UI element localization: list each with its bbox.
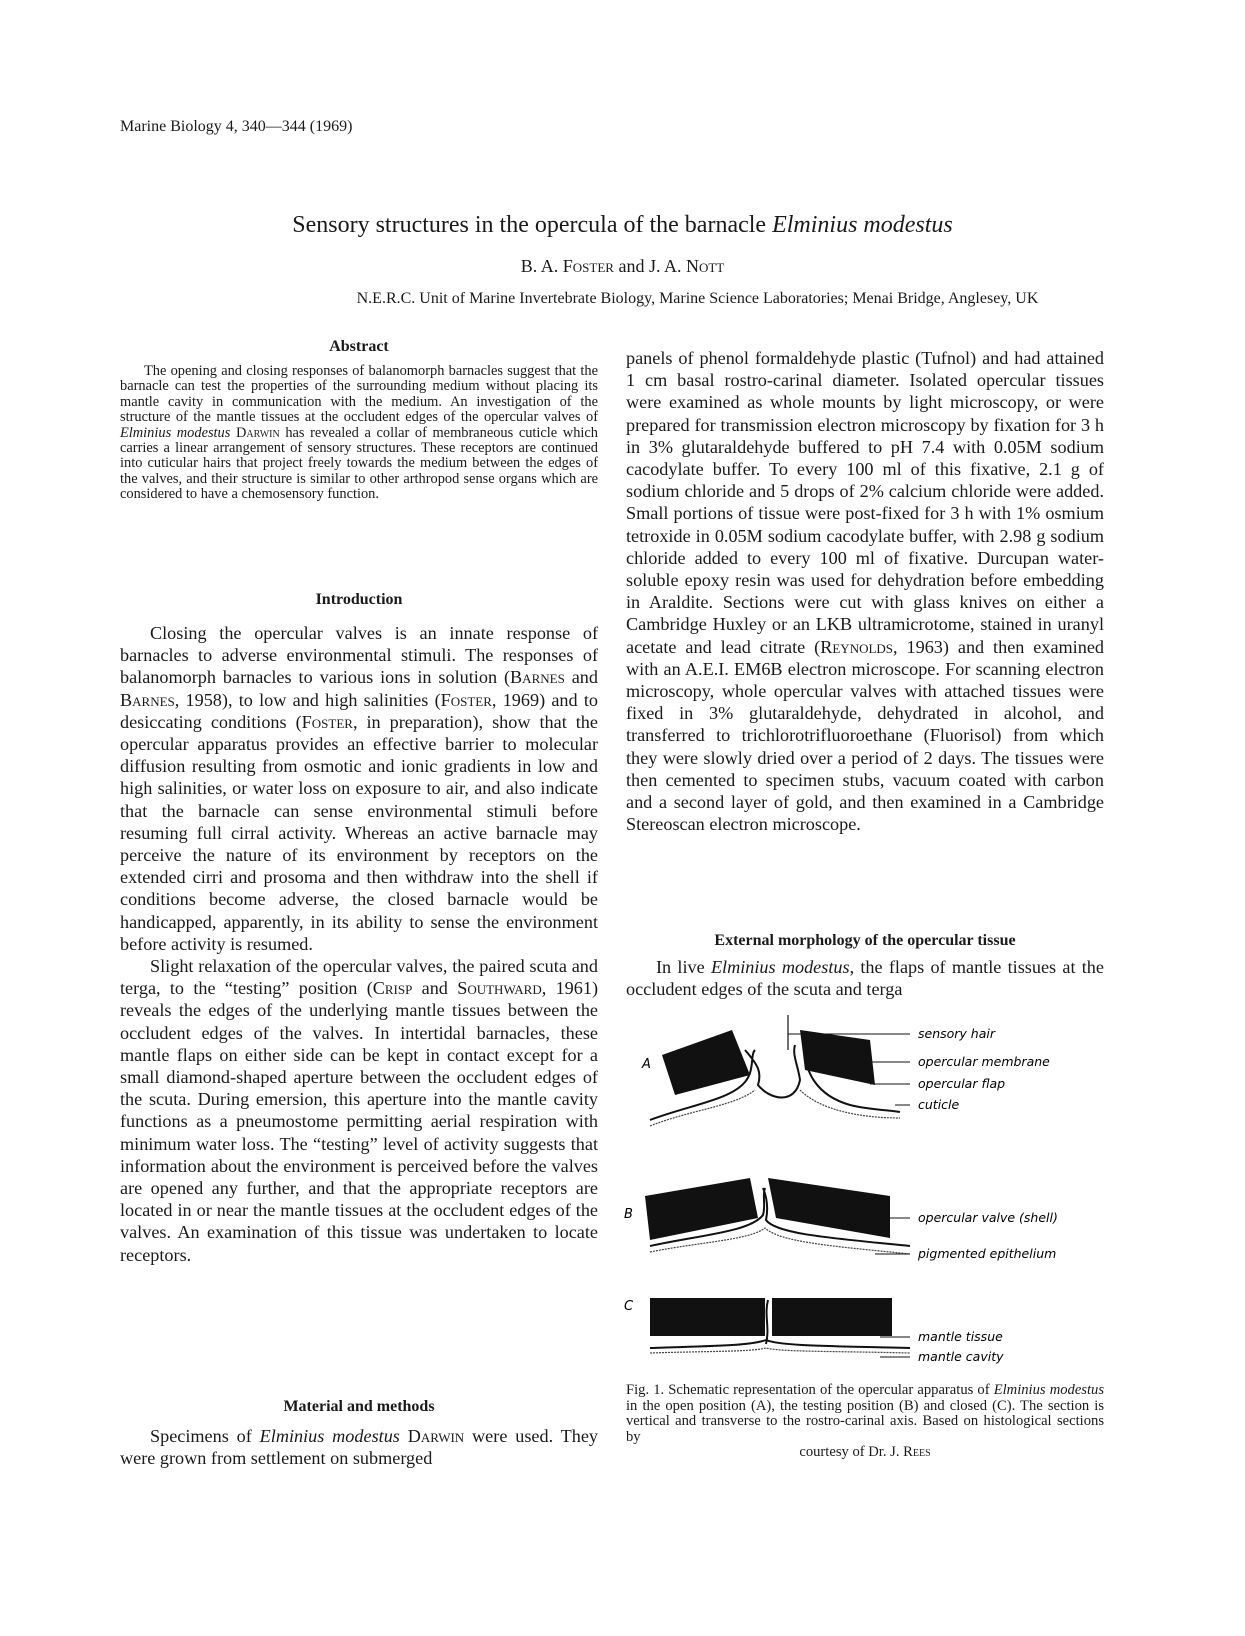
panel-c-mantle — [650, 1340, 910, 1348]
panel-label-c: C — [624, 1299, 634, 1314]
label-opercular-membrane: opercular membrane — [918, 1054, 1050, 1069]
panel-label-a: A — [642, 1057, 651, 1072]
methods-heading: Material and methods — [283, 1398, 435, 1415]
introduction-heading: Introduction — [315, 591, 403, 608]
external-morphology-heading: External morphology of the opercular tissue — [714, 932, 1016, 949]
label-mantle-tissue: mantle tissue — [918, 1329, 1003, 1344]
figure-1-caption: Fig. 1. Schematic representation of the opercular apparatus of Elminius modestus in the open position (A), the testing position (B) and closed (C). The section is vertical and transverse to the rostro-carinal axis. Based on histological sections by courtesy of Dr. J. Rees — [626, 1382, 1105, 1461]
panel-c-right-valve — [772, 1298, 892, 1336]
panel-b-left-valve — [645, 1178, 758, 1240]
paper-title: Sensory structures in the opercula of the barnacle Elminius modestus — [292, 212, 953, 238]
methods-body-continued: panels of phenol formaldehyde plastic (Tufnol) and had attained 1 cm basal rostro-carinal diameter. Isolated opercular tissues were examined as whole mounts by light microscopy, or were prepared for transmission electron microscopy by fixation for 3 h in 3% glutaraldehyde buffered to pH 7.4 with 0.05M sodium cacodylate buffer. To every 100 ml of this fixative, 2.1 g of sodium chloride and 5 drops of 2% calcium chloride were added. Small portions of tissue were post-fixed for 3 h with 1% osmium tetroxide in 0.05M sodium cacodylate buffer, with 2.98 g sodium chloride added to every 100 ml of fixative. Durcupan water-soluble epoxy resin was used for dehydration before embedding in Araldite. Sections were cut with glass knives on either a Cambridge Huxley or an LKB ultramicrotome, stained in uranyl acetate and lead citrate (Reynolds, 1963) and then examined with an A.E.I. EM6B electron microscope. For scanning electron microscopy, whole opercular valves with attached tissues were fixed in 3% glutaraldehyde, dehydrated in alcohol, and transferred to trichlorotrifluoroethane (Fluorisol) from which they were slowly dried over a period of 2 days. The tissues were then cemented to specimen stubs, vacuum coated with carbon and a second layer of gold, and then examined in a Cambridge Stereoscan electron microscope. — [626, 348, 1104, 835]
affiliation: N.E.R.C. Unit of Marine Invertebrate Biology, Marine Science Laboratories; Menai Bridge, Anglesey, UK — [356, 290, 1039, 307]
abstract-heading: Abstract — [329, 338, 389, 355]
label-opercular-valve: opercular valve (shell) — [918, 1210, 1058, 1225]
intro-paragraph-1: Closing the opercular valves is an innate response of barnacles to adverse environmental stimuli. The responses of balanomorph barnacles to various ions in solution (Barnes and Barnes, 1958), to low and high salinities (Foster, 1969) and to desiccating conditions (Foster, in preparation), show that the opercular apparatus provides an effective barrier to molecular diffusion resulting from osmotic and ionic gradients in low and high salinities, or water loss on exposure to air, and also indicate that the barnacle can sense environmental stimuli before resuming full cirral activity. Whereas an active barnacle may perceive the nature of its environment by receptors on the extended cirri and prosoma and then withdraw into the shell if conditions become adverse, the closed barnacle would be handicapped, apparently, in its ability to sense the environment before activity is resumed. — [120, 623, 598, 954]
label-cuticle: cuticle — [918, 1097, 960, 1112]
intro-paragraph-2: Slight relaxation of the opercular valves, the paired scuta and terga, to the “testing” position (Crisp and Southward, 1961) reveals the edges of the underlying mantle tissues between the occludent edges of the valves. In intertidal barnacles, these mantle flaps on either side can be kept in contact except for a small diamond-shaped aperture between the occludent edges of the scuta. During emersion, this aperture into the mantle cavity functions as a pneumostome permitting aerial respiration with minimum water loss. The “testing” level of activity suggests that information about the environment is perceived before the valves are opened any further, and that the appropriate receptors are located in or near the mantle tissues at the occludent edges of the valves. An examination of this tissue was undertaken to locate receptors. — [120, 956, 598, 1265]
external-morphology-body: In live Elminius modestus, the flaps of mantle tissues at the occludent edges of the scuta and terga — [626, 957, 1104, 1000]
panel-a-left-valve — [662, 1030, 750, 1095]
label-sensory-hair: sensory hair — [918, 1026, 995, 1041]
journal-citation: Marine Biology 4, 340—344 (1969) — [120, 118, 353, 135]
label-opercular-flap: opercular flap — [918, 1076, 1006, 1091]
panel-c-left-valve — [650, 1298, 765, 1336]
figure-1-diagram — [620, 1010, 1120, 1380]
authors: B. A. Foster and J. A. Nott — [520, 256, 725, 276]
panel-b-right-valve — [768, 1178, 890, 1238]
title-species: Elminius modestus — [772, 212, 953, 238]
methods-body-start: Specimens of Elminius modestus Darwin were used. They were grown from settlement on submerged — [120, 1426, 599, 1469]
label-mantle-cavity: mantle cavity — [918, 1349, 1004, 1364]
panel-label-b: B — [624, 1207, 633, 1222]
label-pigmented-epithelium: pigmented epithelium — [918, 1246, 1057, 1261]
abstract-text: The opening and closing responses of balanomorph barnacles suggest that the barnacle can test the properties of the surrounding medium without placing its mantle cavity in communication with the medium. An investigation of the structure of the mantle tissues at the occludent edges of the opercular valves of Elminius modestus Darwin has revealed a collar of membraneous cuticle which carries a linear arrangement of sensory structures. These receptors are continued into cuticular hairs that project freely towards the medium between the edges of the valves, and their structure is similar to other arthropod sense organs which are considered to have a chemosensory function. — [120, 363, 598, 503]
introduction-body — [120, 622, 598, 1266]
